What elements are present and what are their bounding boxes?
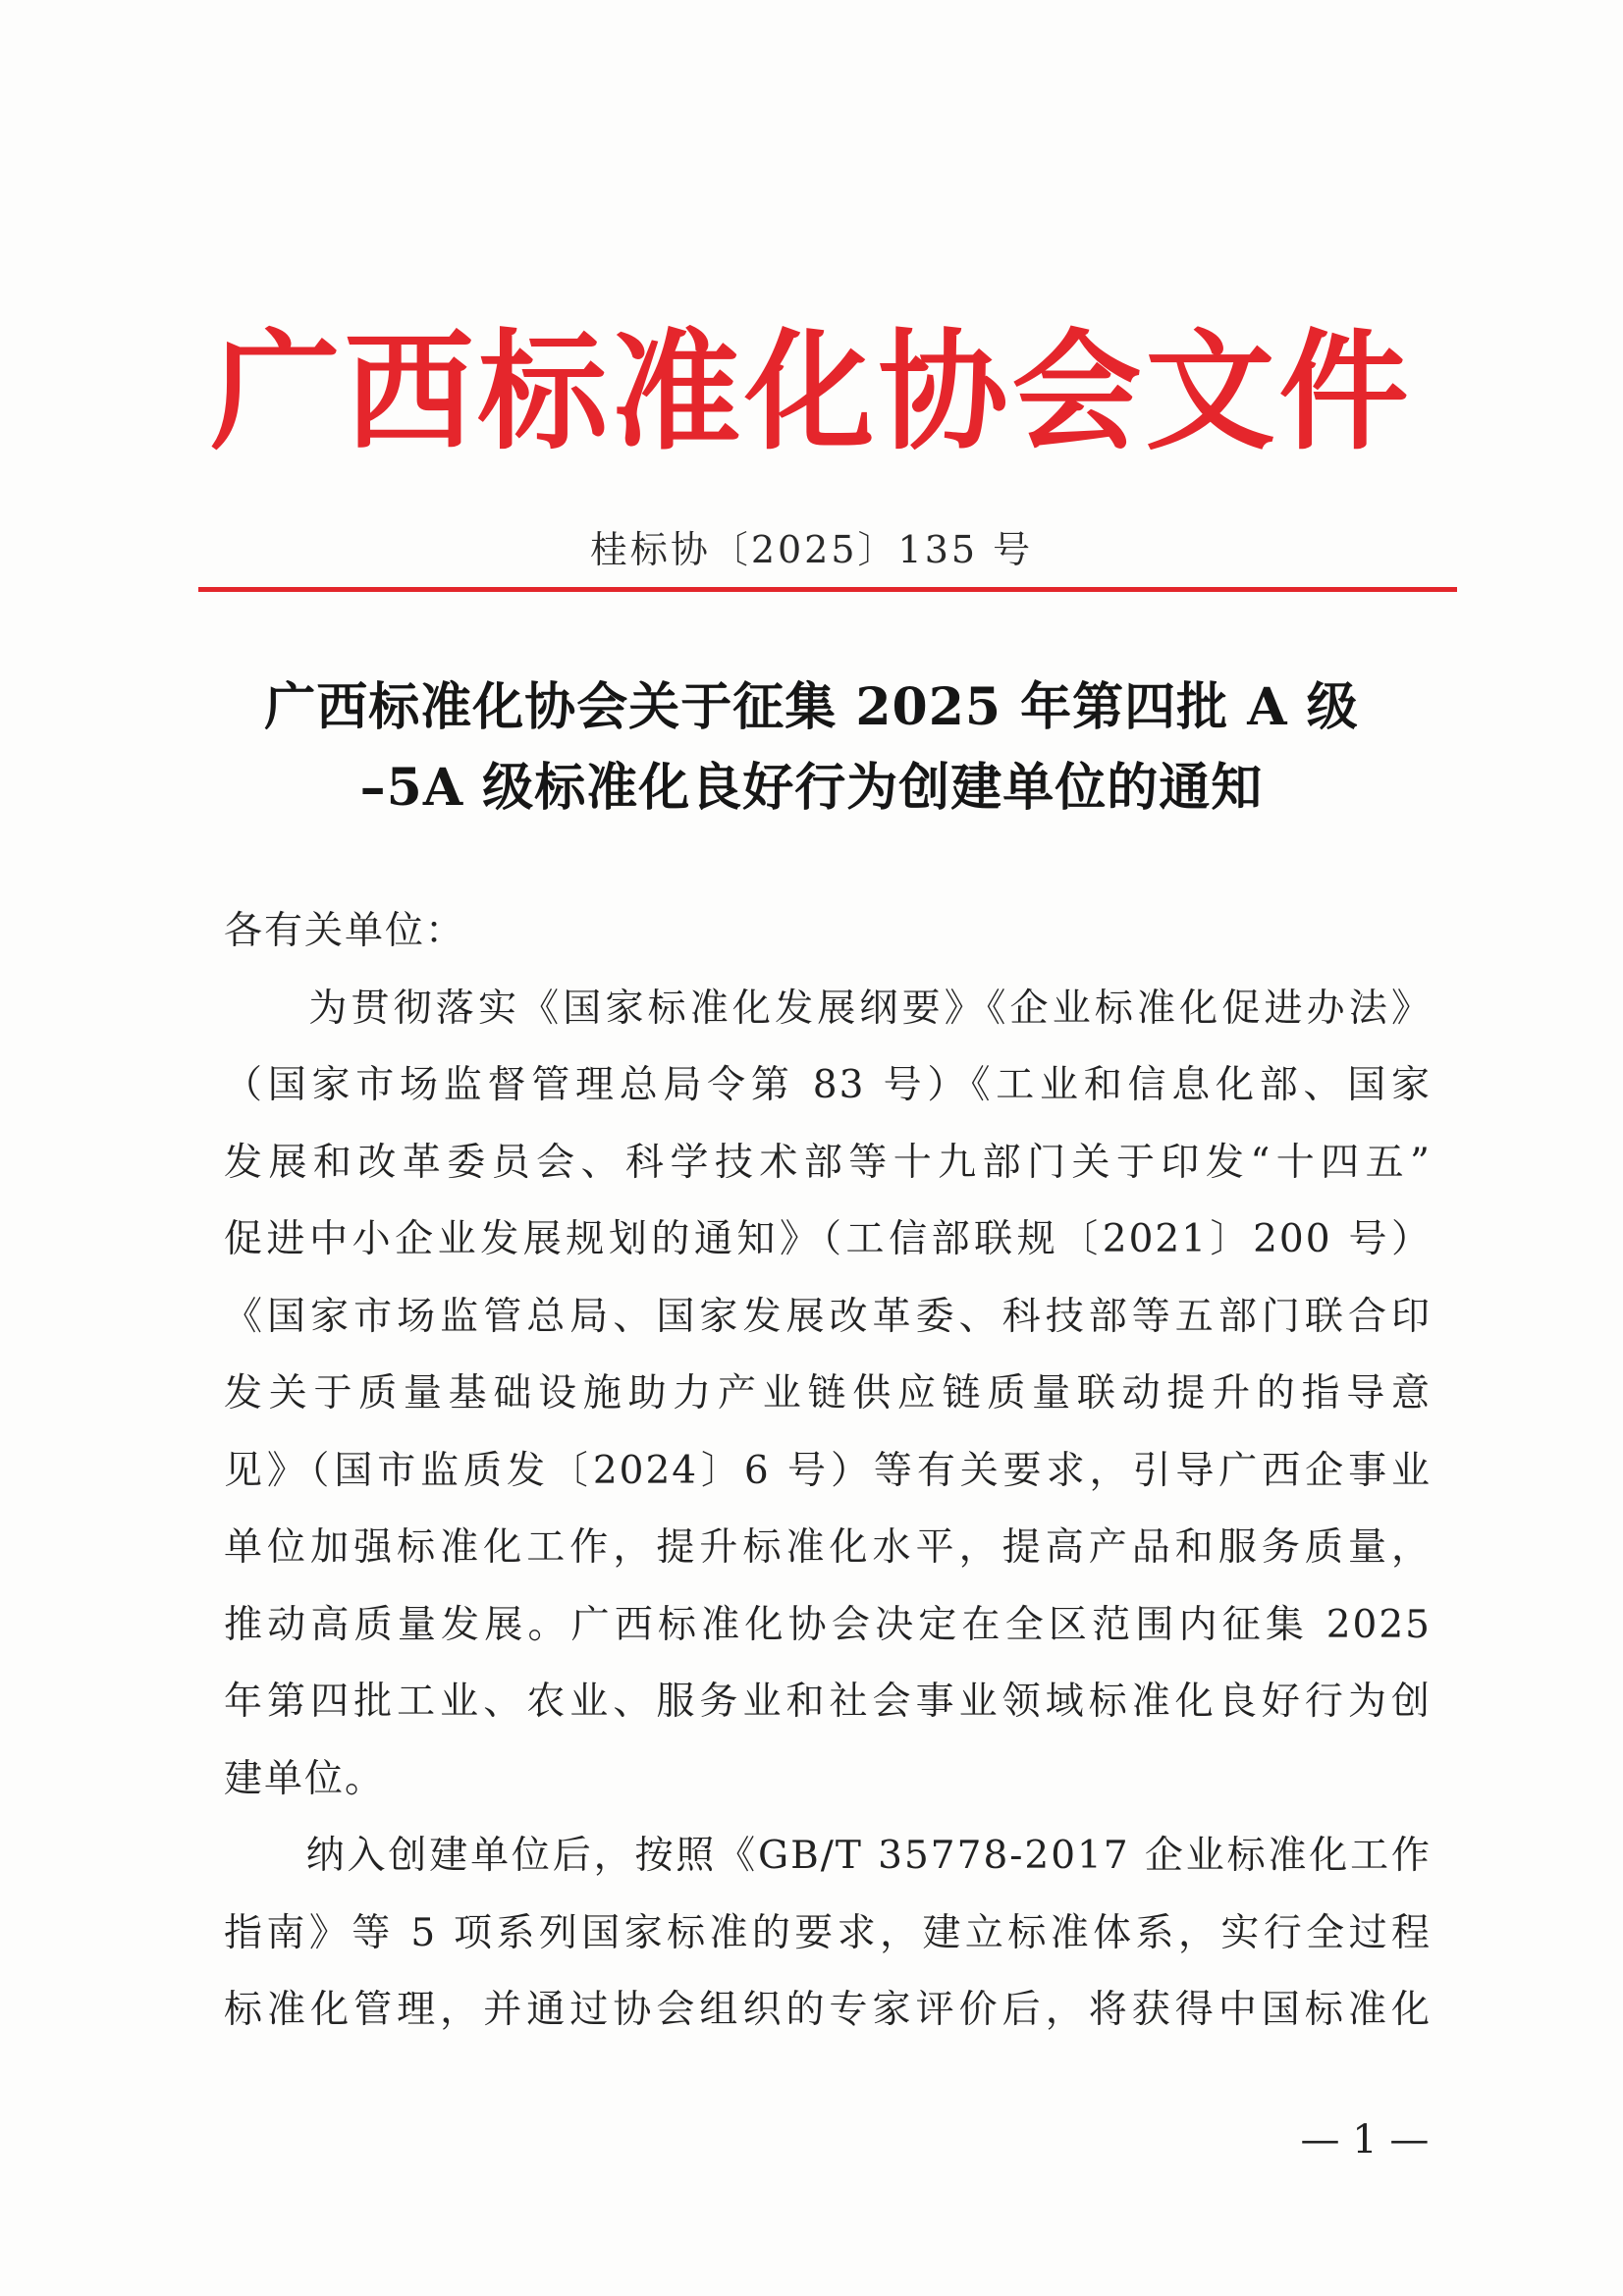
notice-title — [196, 667, 1427, 828]
body-line: （国家市场监督管理总局令第 83 号）《工业和信息化部、国家 — [224, 1063, 1432, 1107]
paragraph-1 — [224, 971, 1432, 1819]
body-line: 推动高质量发展。广西标准化协会决定在全区范围内征集 2025 — [224, 1602, 1432, 1647]
body-line: 发关于质量基础设施助力产业链供应链质量联动提升的指导意 — [224, 1371, 1432, 1415]
salutation: 各有关单位： — [224, 909, 466, 953]
body-line: 促进中小企业发展规划的通知》（工信部联规〔2021〕200 号） — [224, 1217, 1432, 1261]
page-number: — 1 — — [1300, 2117, 1430, 2163]
body-line: 指南》等 5 项系列国家标准的要求，建立标准体系，实行全过程 — [224, 1910, 1432, 1955]
body-line: 标准化管理，并通过协会组织的专家评价后，将获得中国标准化 — [224, 1988, 1432, 2032]
notice-body — [224, 893, 1432, 2050]
body-line: 《国家市场监管总局、国家发展改革委、科技部等五部门联合印 — [224, 1294, 1432, 1339]
red-divider-line — [198, 587, 1457, 592]
body-line: 建单位。 — [224, 1756, 386, 1801]
body-line: 纳入创建单位后，按照《GB/T 35778-2017 企业标准化工作 — [224, 1834, 1432, 1878]
body-line: 单位加强标准化工作，提升标准化水平，提高产品和服务质量， — [224, 1525, 1432, 1570]
body-line: 为贯彻落实《国家标准化发展纲要》《企业标准化促进办法》 — [224, 986, 1432, 1031]
document-number: 桂标协〔2025〕135 号 — [589, 528, 1034, 571]
masthead-title: 广西标准化协会文件 — [210, 316, 1413, 468]
body-line: 发展和改革委员会、科学技术部等十九部门关于印发“十四五” — [224, 1140, 1432, 1185]
body-line: 见》（国市监质发〔2024〕6 号）等有关要求，引导广西企事业 — [224, 1448, 1432, 1493]
paragraph-2 — [224, 1818, 1432, 2050]
notice-title-line: 广西标准化协会关于征集 2025 年第四批 A 级 — [264, 677, 1359, 737]
notice-title-line: –5A 级标准化良好行为创建单位的通知 — [359, 758, 1264, 818]
body-line: 年第四批工业、农业、服务业和社会事业领域标准化良好行为创 — [224, 1680, 1432, 1724]
